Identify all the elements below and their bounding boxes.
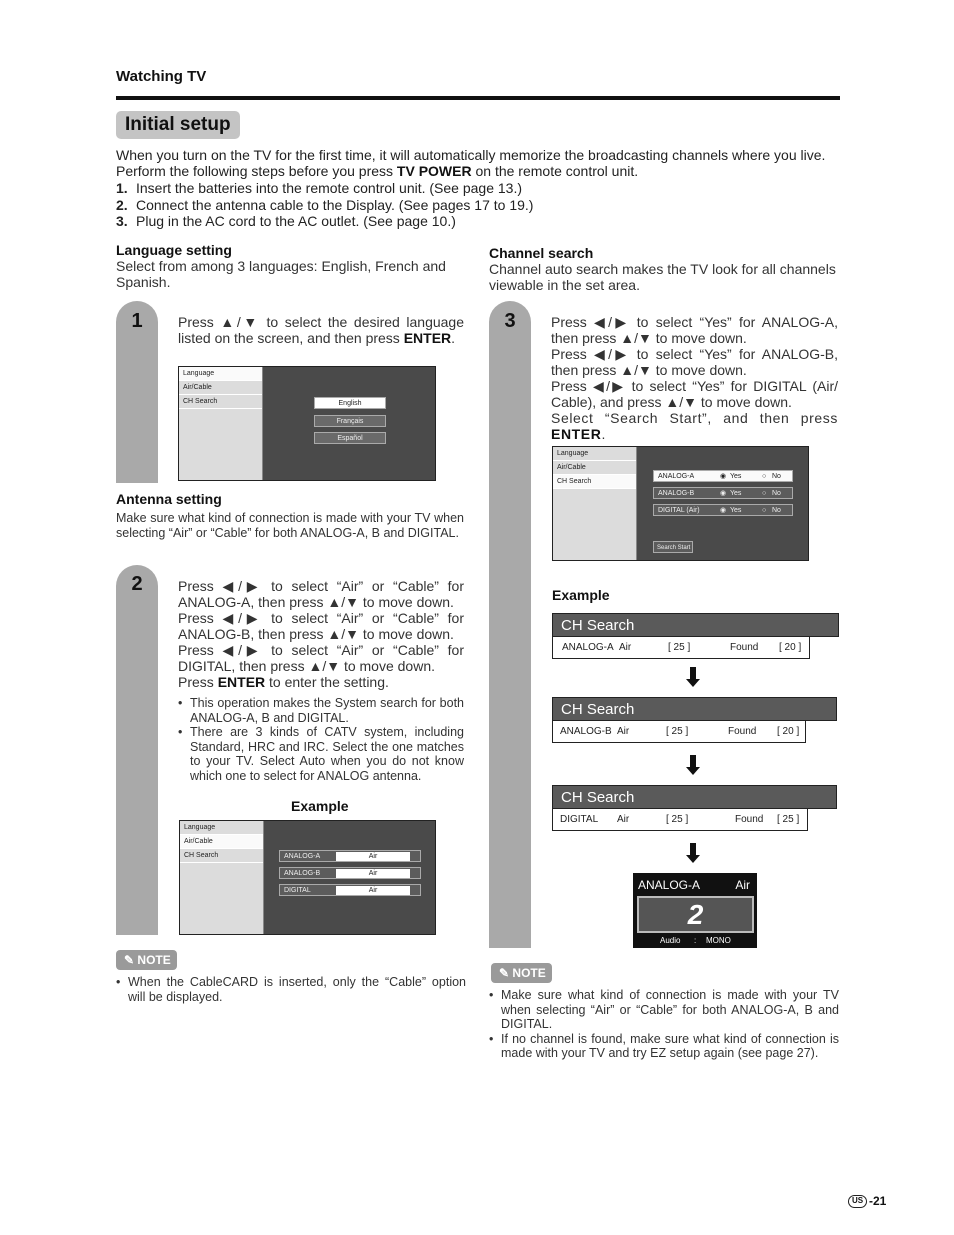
bullet: • There are 3 kinds of CATV system, including Standard, HRC and IRC. Select the one matches to your TV. Select Auto when you do not know which one to select for ANALOG antenna. bbox=[178, 725, 464, 783]
antenna-example-label: Example bbox=[291, 798, 349, 814]
step-3-number: 3 bbox=[504, 310, 516, 332]
menu-item-language[interactable]: Language bbox=[180, 821, 263, 835]
settings-menu bbox=[553, 447, 637, 560]
antenna-row-analog-a[interactable]: ANALOG-A Air bbox=[279, 850, 421, 862]
ch-search-box-3: CH Search DIGITAL Air [ 25 ] Found [ 25 ] bbox=[552, 785, 837, 831]
step-3-bar bbox=[489, 301, 531, 948]
language-desc: Select from among 3 languages: English, French and Spanish. bbox=[116, 258, 446, 290]
settings-menu bbox=[180, 821, 264, 934]
channel-search-screen bbox=[552, 446, 809, 561]
search-row-digital[interactable]: DIGITAL (Air) ◉ Yes ○ No bbox=[653, 504, 793, 516]
ch-search-box-2: CH Search ANALOG-B Air [ 25 ] Found [ 20 ] bbox=[552, 697, 837, 743]
down-arrow-icon bbox=[686, 755, 700, 775]
page-title: Initial setup bbox=[116, 111, 240, 139]
menu-item-air-cable[interactable]: Air/Cable bbox=[179, 381, 262, 395]
antenna-desc: Make sure what kind of connection is made with your TV when selecting “Air” or “Cable” for both ANALOG-A, B and DIGITAL. bbox=[116, 511, 464, 540]
search-row-analog-a[interactable]: ANALOG-A ◉ Yes ○ No bbox=[653, 470, 793, 482]
menu-item-ch-search[interactable]: CH Search bbox=[179, 395, 262, 409]
antenna-row-digital[interactable]: DIGITAL Air bbox=[279, 884, 421, 896]
pencil-icon: ✎ bbox=[124, 953, 135, 967]
down-arrow-icon bbox=[686, 843, 700, 863]
menu-item-language[interactable]: Language bbox=[553, 447, 636, 461]
radio-yes-icon: ◉ bbox=[720, 473, 727, 480]
intro-step: 2. Connect the antenna cable to the Display. (See pages 17 to 19.) bbox=[116, 196, 534, 213]
page-number: US -21 bbox=[848, 1194, 886, 1208]
radio-no-icon: ○ bbox=[762, 507, 767, 514]
section-title: Watching TV bbox=[116, 68, 207, 85]
ch-search-box-1: CH Search ANALOG-A Air [ 25 ] Found [ 20 ] bbox=[552, 613, 839, 659]
header-rule bbox=[116, 96, 840, 100]
radio-yes-icon: ◉ bbox=[720, 490, 727, 497]
menu-item-ch-search[interactable]: CH Search bbox=[553, 475, 636, 489]
note-badge-left: ✎ NOTE bbox=[116, 950, 177, 970]
search-row-analog-b[interactable]: ANALOG-B ◉ Yes ○ No bbox=[653, 487, 793, 499]
language-heading: Language setting bbox=[116, 242, 232, 258]
bullet: • This operation makes the System search for both ANALOG-A, B and DIGITAL. bbox=[178, 696, 464, 725]
radio-yes-icon: ◉ bbox=[720, 507, 727, 514]
menu-item-ch-search[interactable]: CH Search bbox=[180, 849, 263, 863]
radio-no-icon: ○ bbox=[762, 473, 767, 480]
step-2-instruction: Press ◀/▶ to select “Air” or “Cable” for ANALOG-A, then press ▲/▼ to move down. Press ◀/▶ to select “Air” or “Cable” for ANALOG-B, then press ▲/▼ to move down. Press ◀/▶ to select “Air” or “Cable” for DIGITAL, then press ▲/▼ to move down. Press ENTER to enter the setting. bbox=[178, 578, 464, 690]
antenna-heading: Antenna setting bbox=[116, 491, 222, 507]
settings-menu bbox=[179, 367, 263, 480]
menu-item-air-cable[interactable]: Air/Cable bbox=[553, 461, 636, 475]
language-screen bbox=[178, 366, 436, 481]
pencil-icon: ✎ bbox=[499, 966, 510, 980]
intro-steps bbox=[116, 180, 840, 230]
intro-step: 1. Insert the batteries into the remote control unit. (See page 13.) bbox=[116, 180, 522, 196]
channel-example-label: Example bbox=[552, 587, 610, 603]
note-badge-right: ✎ NOTE bbox=[491, 963, 552, 983]
menu-item-air-cable[interactable]: Air/Cable bbox=[180, 835, 263, 849]
channel-search-desc: Channel auto search makes the TV look for all channels viewable in the set area. bbox=[489, 261, 836, 293]
radio-no-icon: ○ bbox=[762, 490, 767, 497]
step-2-bullets bbox=[178, 696, 464, 784]
step-1-number: 1 bbox=[131, 310, 143, 332]
search-start-button[interactable]: Search Start bbox=[653, 541, 693, 553]
note-right-text: • Make sure what kind of connection is made with your TV when selecting “Air” or “Cable” for both ANALOG-A, B and DIGITAL. • If no channel is found, make sure what kind of connection is made with your TV and try EZ setup again (see page 27). bbox=[489, 988, 839, 1061]
region-badge: US bbox=[848, 1195, 867, 1208]
step-2-number: 2 bbox=[131, 573, 143, 595]
note-left-text: • When the CableCARD is inserted, only the “Cable” option will be displayed. bbox=[116, 975, 466, 1004]
channel-search-heading: Channel search bbox=[489, 245, 594, 261]
option-francais[interactable]: Français bbox=[314, 415, 386, 427]
option-english[interactable]: English bbox=[314, 397, 386, 409]
step-1-instruction: Press ▲/▼ to select the desired language listed on the screen, and then press ENTER. bbox=[178, 314, 464, 346]
option-espanol[interactable]: Español bbox=[314, 432, 386, 444]
step-3-instruction: Press ◀/▶ to select “Yes” for ANALOG-A, then press ▲/▼ to move down. Press ◀/▶ to select “Yes” for ANALOG-B, then press ▲/▼ to move down. Press ◀/▶ to select “Yes” for DIGITAL (Air/ Cable), and press ▲/▼ to move down. Select “Search Start”, and then press ENTER. bbox=[551, 314, 838, 442]
antenna-row-analog-b[interactable]: ANALOG-B Air bbox=[279, 867, 421, 879]
channel-display: ANALOG-A Air 2 Audio : MONO bbox=[633, 873, 757, 948]
menu-item-language[interactable]: Language bbox=[179, 367, 262, 381]
antenna-screen bbox=[179, 820, 436, 935]
intro-text: When you turn on the TV for the first time, it will automatically memorize the broadcasting channels where you live. Perform the following steps before you press TV POWER on the remote control unit. bbox=[116, 147, 826, 180]
intro-step: 3. Plug in the AC cord to the AC outlet. (See page 10.) bbox=[116, 213, 456, 230]
down-arrow-icon bbox=[686, 667, 700, 687]
step-2-bar bbox=[116, 565, 158, 935]
channel-number: 2 bbox=[637, 896, 754, 933]
